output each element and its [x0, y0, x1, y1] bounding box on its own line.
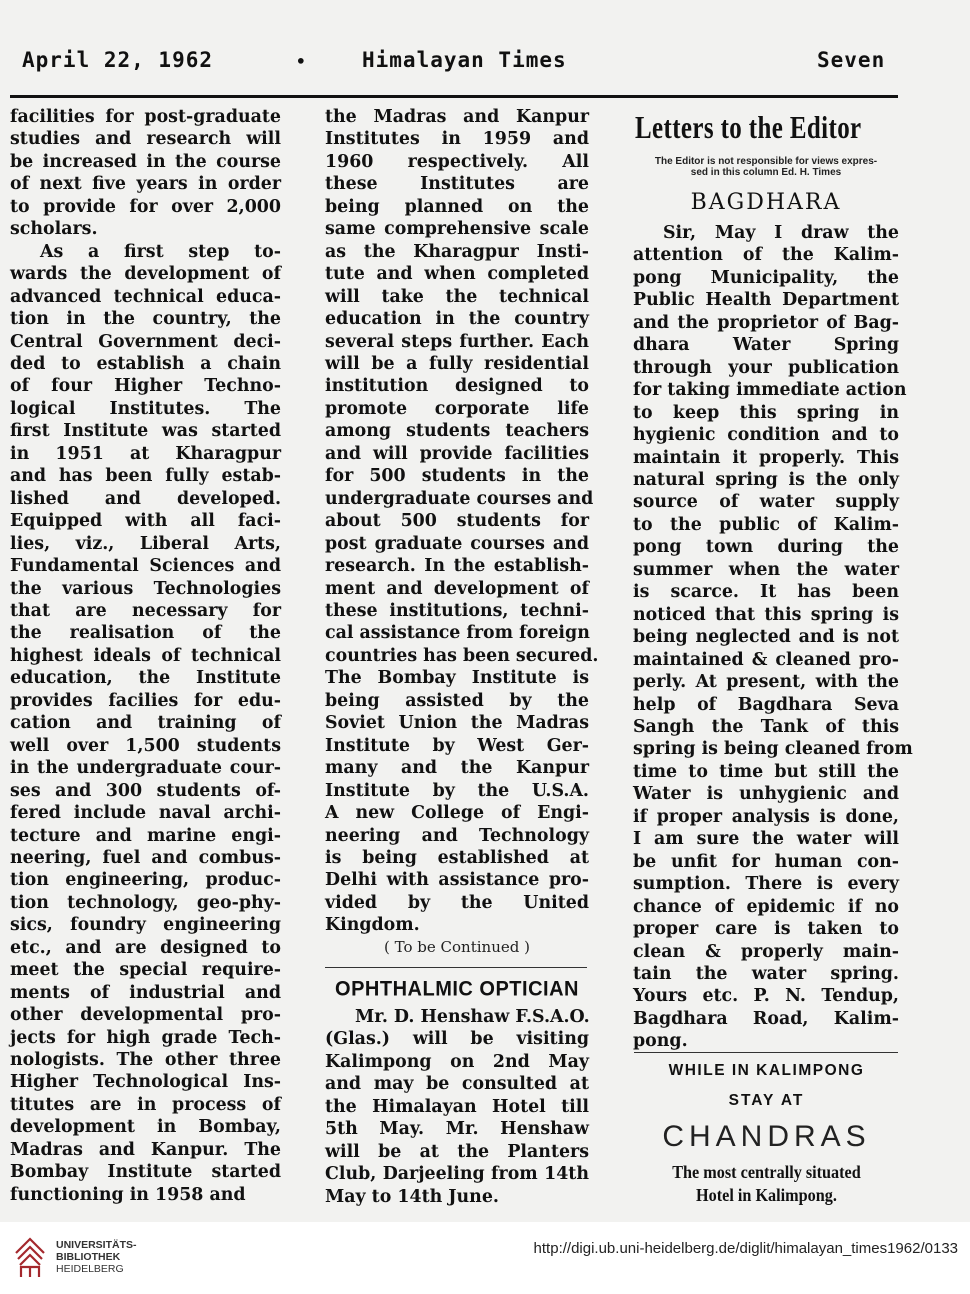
text-line: these institutions, techni- — [325, 600, 589, 621]
editor-disclaimer — [633, 156, 899, 178]
library-name-line: BIBLIOTHEK — [56, 1251, 121, 1263]
text-line: etc., and are designed to — [10, 937, 281, 958]
text-line: cation and training of — [10, 713, 281, 734]
optician-heading: OPHTHALMIC OPTICIAN — [335, 977, 579, 1001]
advert-line: The most centrally situated — [672, 1162, 861, 1182]
text-line: first Institute was started — [10, 421, 281, 442]
text-line: pong. — [633, 1031, 688, 1052]
text-line: undergraduate courses and — [325, 488, 594, 509]
text-line: Institute by the U.S.A. — [325, 780, 589, 801]
text-line: be increased in the course — [10, 151, 281, 172]
text-line: will take the technical — [325, 286, 589, 307]
text-line: in 1951 at Kharagpur — [10, 443, 281, 464]
university-logo-icon — [12, 1233, 48, 1281]
text-line: highest ideals of technical — [10, 645, 281, 666]
text-line: for 500 students in the — [325, 466, 589, 487]
text-line: nologists. The other three — [10, 1050, 281, 1071]
library-name-line: UNIVERSITÄTS- — [56, 1239, 137, 1251]
text-line: being assisted by the — [325, 690, 589, 711]
text-line: maintained & cleaned pro- — [633, 649, 899, 670]
text-line: 1960 respectively. All — [325, 151, 589, 172]
text-line: ded to establish a chain — [10, 353, 281, 374]
text-line: The Bombay Institute is — [325, 668, 589, 689]
text-line: Madras and Kanpur. The — [10, 1139, 281, 1160]
text-line: Public Health Department — [633, 290, 899, 311]
text-line: time to time but still the — [633, 761, 899, 782]
text-line: ses and 300 students of- — [10, 780, 281, 801]
text-line: tute and when completed — [325, 264, 589, 285]
text-line: Soviet Union the Madras — [325, 713, 589, 734]
text-line: institution designed to — [325, 376, 589, 397]
text-line: natural spring is the only — [633, 469, 899, 490]
text-line: tain the water spring. — [633, 963, 899, 984]
text-line: of four Higher Techno- — [10, 376, 281, 397]
text-line: tion technology, geo-phy- — [10, 892, 281, 913]
text-line: the realisation of the — [10, 623, 281, 644]
text-line: hygienic condition and to — [633, 425, 899, 446]
text-line: facilities for post-graduate — [10, 107, 281, 127]
text-line: Yours etc. P. N. Tendup, — [633, 986, 899, 1007]
text-line: many and the Kanpur — [325, 758, 589, 779]
text-line: Delhi with assistance pro- — [325, 870, 589, 891]
hotel-advert — [634, 1048, 899, 1218]
text-line: Club, Darjeeling from 14th — [325, 1164, 589, 1185]
advert-line: WHILE IN KALIMPONG — [668, 1062, 865, 1079]
text-line: to provide for over 2,000 — [10, 196, 281, 217]
header-bullet: • — [296, 52, 307, 71]
hotel-name: CHANDRAS — [662, 1120, 871, 1153]
text-line: same comprehensive scale — [325, 219, 589, 240]
text-line: clean & properly main- — [633, 941, 899, 962]
text-line: for taking immediate action — [633, 380, 907, 401]
text-line: to keep this spring in — [633, 402, 899, 423]
advert-line: STAY AT — [728, 1092, 805, 1109]
text-line: help of Bagdhara Seva — [633, 694, 899, 715]
text-line: Equipped with all faci- — [10, 511, 281, 532]
text-line: Kingdom. — [325, 915, 420, 936]
text-line: Institute by West Ger- — [325, 735, 589, 756]
text-line: pong Municipality, the — [633, 267, 899, 288]
text-line: I am sure the water will — [633, 829, 899, 850]
disclaimer-line: sed in this column Ed. H. Times — [690, 167, 842, 178]
source-url[interactable]: http://digi.ub.uni-heidelberg.de/diglit/himalayan_times1962/0133 — [533, 1240, 958, 1257]
text-line: dhara Water Spring — [633, 335, 899, 356]
text-line: provides facilies for edu- — [10, 690, 281, 711]
letter-body — [633, 222, 913, 1053]
text-line: as the Kharagpur Insti- — [325, 241, 589, 262]
text-line: post graduate courses and — [325, 533, 589, 554]
text-line: and the proprietor of Bag- — [633, 312, 899, 333]
text-line: noticed that this spring is — [633, 604, 899, 625]
text-line: cal assistance from foreign — [325, 623, 590, 644]
text-line: ments of industrial and — [10, 982, 281, 1003]
library-name-line: HEIDELBERG — [56, 1263, 124, 1275]
text-line: be unfit for human con- — [633, 851, 899, 872]
text-line: education, the Institute — [10, 668, 281, 689]
text-line: fered include naval archi- — [10, 803, 281, 824]
text-line: As a first step to- — [40, 241, 281, 262]
text-line: the Himalayan Hotel till — [325, 1096, 589, 1117]
continued-note: ( To be Continued ) — [384, 938, 530, 956]
page-label: Seven — [817, 48, 886, 72]
letters-title: Letters to the Editor — [635, 109, 862, 145]
text-line: Institutes in 1959 and — [325, 129, 589, 150]
text-line: lies, viz., Liberal Arts, — [10, 533, 281, 554]
text-line: Higher Technological Ins- — [10, 1072, 281, 1093]
text-line: Central Government deci- — [10, 331, 281, 352]
advert-line: Hotel in Kalimpong. — [696, 1185, 837, 1205]
text-line: among students teachers — [325, 421, 589, 442]
text-line: perly. At present, with the — [633, 672, 899, 693]
column-divider — [325, 967, 587, 968]
article-column-1 — [10, 106, 281, 1206]
text-line: is scarce. It has been — [633, 582, 899, 603]
text-line: Bombay Institute started — [10, 1162, 281, 1183]
text-line: scholars. — [10, 219, 98, 240]
text-line: Bagdhara Road, Kalim- — [633, 1008, 899, 1029]
text-line: attention of the Kalim- — [633, 245, 899, 266]
text-line: (Glas.) will be visiting — [325, 1029, 589, 1050]
article-column-2 — [325, 106, 599, 937]
text-line: studies and research will — [10, 129, 281, 150]
text-line: advanced technical educa- — [10, 286, 281, 307]
text-line: ment and development of — [325, 578, 589, 599]
text-line: neering, fuel and combus- — [10, 847, 281, 868]
text-line: development in Bombay, — [10, 1117, 281, 1138]
text-line: proper care is taken to — [633, 919, 899, 940]
text-line: logical Institutes. The — [10, 398, 281, 419]
text-line: jects for high grade Tech- — [10, 1027, 281, 1048]
text-line: of next five years in order — [10, 174, 281, 195]
text-line: well over 1,500 students — [10, 735, 281, 756]
text-line: sics, foundry engineering — [10, 915, 281, 936]
text-line: A new College of Engi- — [325, 803, 589, 824]
text-line: in the undergraduate cour- — [10, 758, 281, 779]
text-line: other developmental pro- — [10, 1005, 281, 1026]
text-line: lished and developed. — [10, 488, 281, 509]
text-line: May to 14th June. — [325, 1186, 499, 1207]
text-line: the Madras and Kanpur — [325, 107, 589, 127]
text-line: being planned on the — [325, 196, 589, 217]
optician-notice — [325, 1006, 589, 1208]
text-line: is being established at — [325, 847, 589, 868]
text-line: wards the development of — [10, 264, 281, 285]
header-rule — [10, 95, 898, 98]
text-line: through your publication — [633, 357, 899, 378]
issue-date: April 22, 1962 — [22, 48, 214, 72]
text-line: sumption. There is every — [633, 874, 899, 895]
text-line: countries has been secured. — [325, 645, 599, 666]
text-line: maintain it properly. This — [633, 447, 899, 468]
text-line: pong town during the — [633, 537, 899, 558]
text-line: about 500 students for — [325, 511, 589, 532]
text-line: if proper analysis is done, — [633, 806, 899, 827]
text-line: will be a fully residential — [325, 353, 589, 374]
text-line: these Institutes are — [325, 174, 589, 195]
text-line: meet the special require- — [10, 960, 281, 981]
text-line: Sangh the Tank of this — [633, 716, 899, 737]
text-line: tion engineering, produc- — [10, 870, 281, 891]
text-line: will be at the Planters — [325, 1141, 589, 1162]
letter-heading: BAGDHARA — [690, 190, 842, 215]
text-line: to the public of Kalim- — [633, 514, 899, 535]
disclaimer-line: The Editor is not responsible for views expres- — [654, 156, 878, 167]
text-line: promote corporate life — [325, 398, 589, 419]
text-line: being neglected and is not — [633, 627, 899, 648]
text-line: summer when the water — [633, 559, 899, 580]
text-line: and may be consulted at — [325, 1074, 589, 1095]
text-line: education in the country — [325, 309, 589, 330]
footer-bar — [0, 1222, 970, 1294]
text-line: source of water supply — [633, 492, 899, 513]
text-line: Mr. D. Henshaw F.S.A.O. — [355, 1007, 590, 1027]
text-line: neering and Technology — [325, 825, 589, 846]
text-line: several steps further. Each — [325, 331, 589, 352]
text-line: Sir, May I draw the — [663, 223, 899, 243]
text-line: functioning in 1958 and — [10, 1184, 246, 1205]
text-line: chance of epidemic if no — [633, 896, 899, 917]
text-line: Kalimpong on 2nd May — [325, 1051, 589, 1072]
text-line: spring is being cleaned from — [633, 739, 913, 760]
text-line: Water is unhygienic and — [633, 784, 899, 805]
text-line: that are necessary for — [10, 600, 281, 621]
text-line: the various Technologies — [10, 578, 281, 599]
text-line: titutes are in process of — [10, 1094, 281, 1115]
text-line: and will provide facilities — [325, 443, 589, 464]
text-line: research. In the establish- — [325, 556, 589, 577]
text-line: vided by the United — [325, 892, 589, 913]
text-line: Fundamental Sciences and — [10, 556, 281, 577]
newspaper-title: Himalayan Times — [362, 48, 567, 72]
library-name — [56, 1239, 137, 1275]
text-line: tecture and marine engi- — [10, 825, 281, 846]
text-line: tion in the country, the — [10, 309, 281, 330]
text-line: and has been fully estab- — [10, 466, 281, 487]
text-line: 5th May. Mr. Henshaw — [325, 1119, 589, 1140]
